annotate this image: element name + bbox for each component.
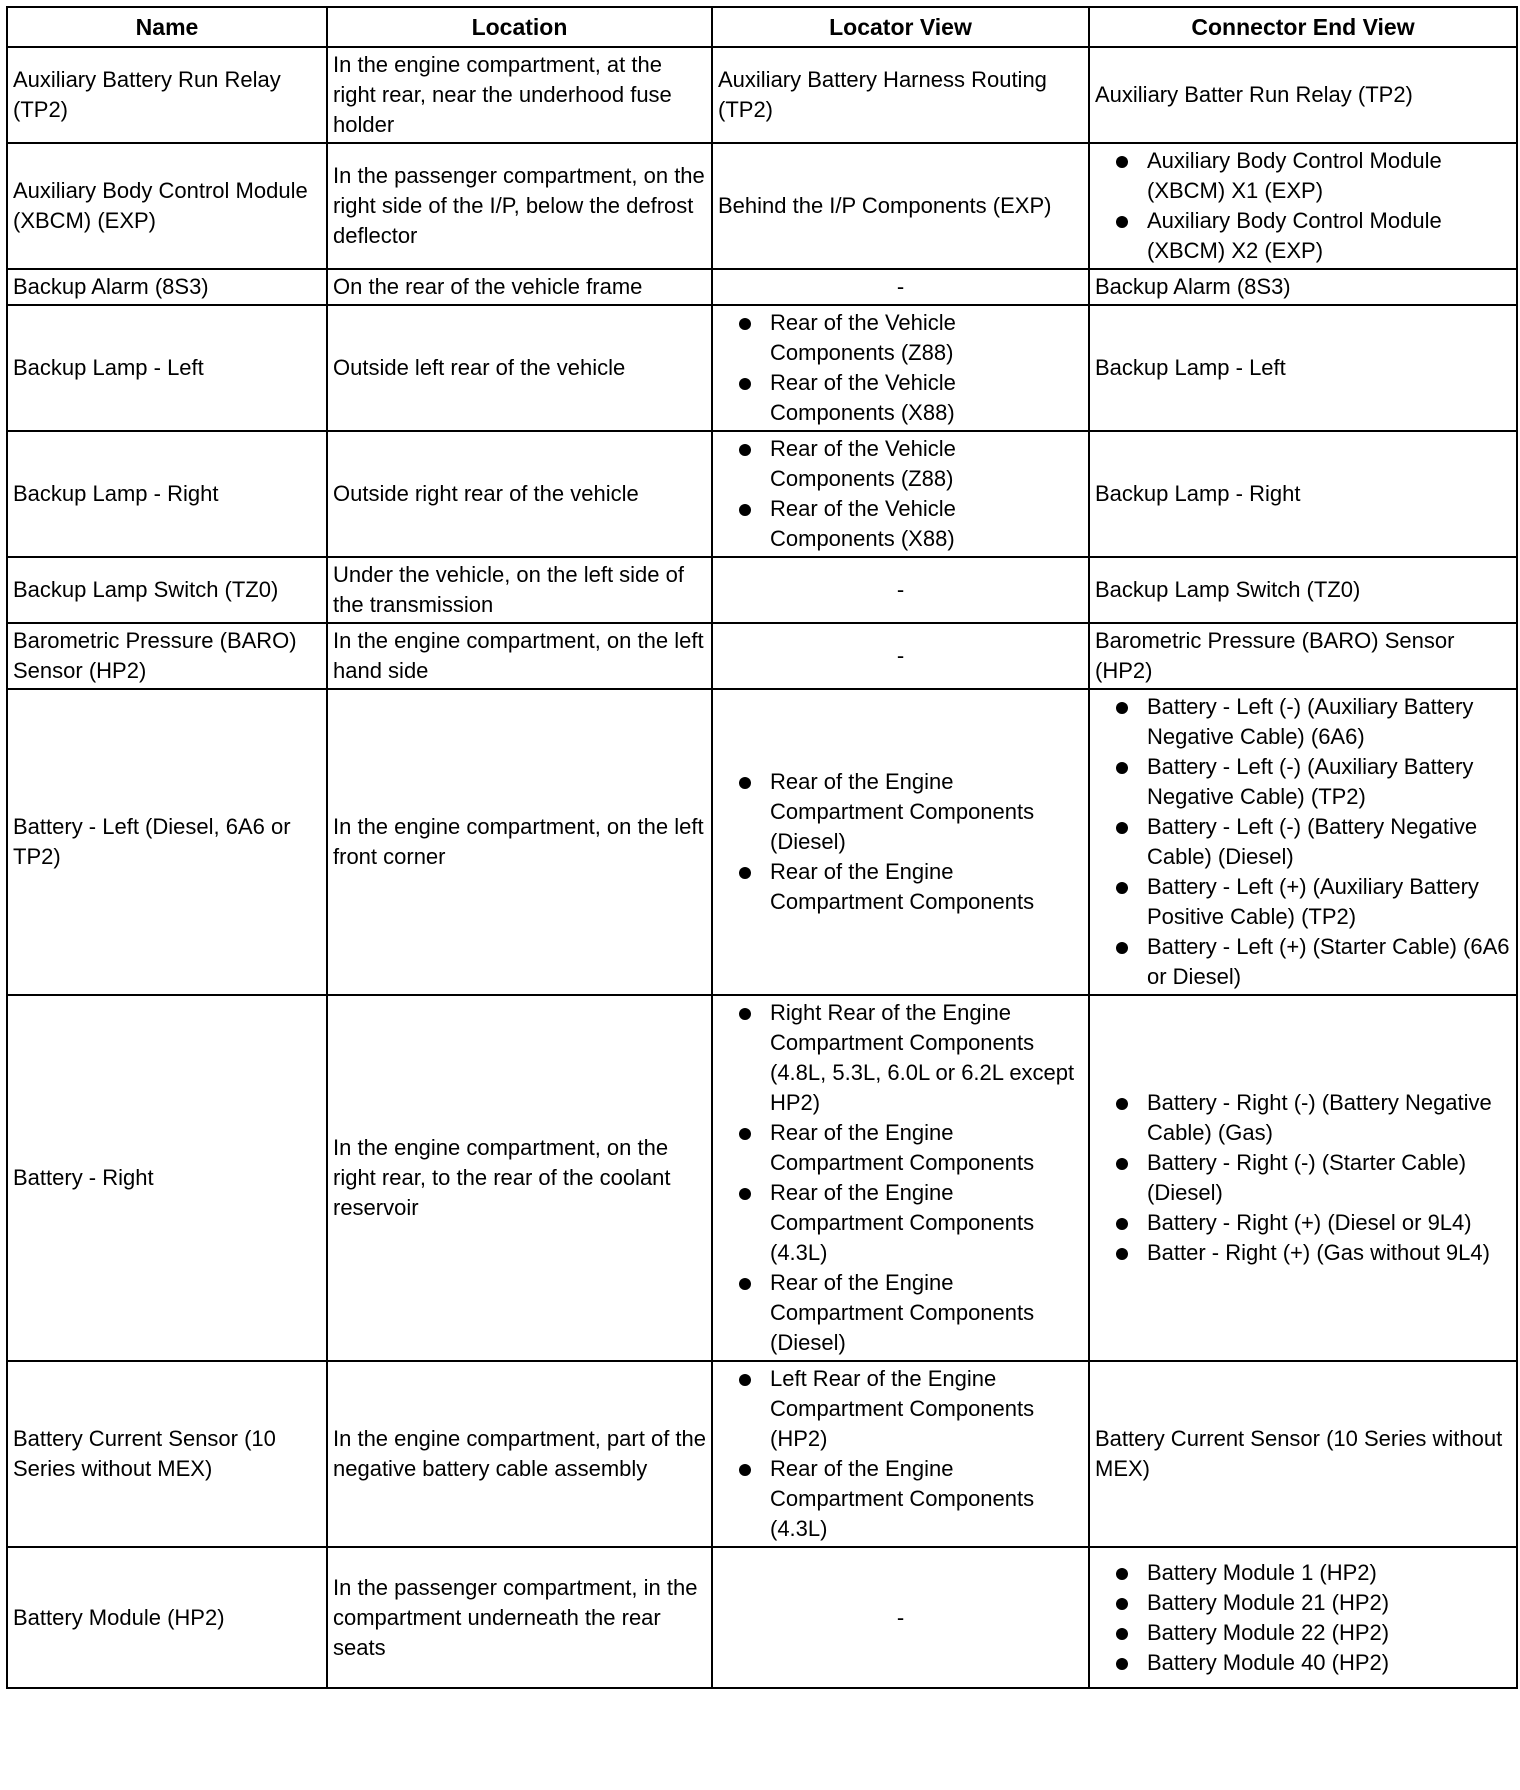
- cell-name: Backup Lamp - Right: [7, 431, 327, 557]
- bullet-list: [718, 308, 1083, 428]
- bullet-item: Rear of the Engine Compartment Components (4.3L): [718, 1454, 1083, 1544]
- cell-name: Backup Lamp Switch (TZ0): [7, 557, 327, 623]
- cell-locator-view: -: [712, 623, 1089, 689]
- bullet-item: Rear of the Engine Compartment Components (Diesel): [718, 767, 1083, 857]
- cell-name: Barometric Pressure (BARO) Sensor (HP2): [7, 623, 327, 689]
- cell-locator-view: [712, 995, 1089, 1361]
- cell-location: In the engine compartment, part of the negative battery cable assembly: [327, 1361, 712, 1547]
- cell-location: Under the vehicle, on the left side of the transmission: [327, 557, 712, 623]
- bullet-list: [718, 767, 1083, 917]
- bullet-item: Rear of the Engine Compartment Components (4.3L): [718, 1178, 1083, 1268]
- bullet-list: [1095, 146, 1511, 266]
- bullet-list: [1095, 692, 1511, 992]
- cell-connector-end-view: Backup Lamp Switch (TZ0): [1089, 557, 1517, 623]
- cell-name: Backup Alarm (8S3): [7, 269, 327, 305]
- cell-connector-end-view: [1089, 689, 1517, 995]
- cell-locator-view: Auxiliary Battery Harness Routing (TP2): [712, 47, 1089, 143]
- cell-location: In the engine compartment, on the right rear, to the rear of the coolant reservoir: [327, 995, 712, 1361]
- cell-name: Battery Module (HP2): [7, 1547, 327, 1688]
- table-row: [7, 557, 1517, 623]
- bullet-item: Battery - Right (-) (Starter Cable) (Diesel): [1095, 1148, 1511, 1208]
- cell-name: Auxiliary Battery Run Relay (TP2): [7, 47, 327, 143]
- bullet-item: Battery - Left (+) (Auxiliary Battery Positive Cable) (TP2): [1095, 872, 1511, 932]
- table-row: [7, 305, 1517, 431]
- table-row: [7, 1547, 1517, 1688]
- table-row: [7, 623, 1517, 689]
- bullet-item: Left Rear of the Engine Compartment Components (HP2): [718, 1364, 1083, 1454]
- cell-locator-view: [712, 1361, 1089, 1547]
- bullet-item: Battery Module 21 (HP2): [1095, 1588, 1511, 1618]
- document-page: [6, 6, 1518, 1689]
- bullet-item: Rear of the Vehicle Components (Z88): [718, 308, 1083, 368]
- cell-connector-end-view: Backup Lamp - Right: [1089, 431, 1517, 557]
- cell-connector-end-view: [1089, 995, 1517, 1361]
- cell-connector-end-view: Battery Current Sensor (10 Series without MEX): [1089, 1361, 1517, 1547]
- table-row: [7, 1361, 1517, 1547]
- header-locator-view: Locator View: [712, 7, 1089, 47]
- bullet-item: Battery - Left (+) (Starter Cable) (6A6 or Diesel): [1095, 932, 1511, 992]
- bullet-item: Auxiliary Body Control Module (XBCM) X2 (EXP): [1095, 206, 1511, 266]
- cell-locator-view: [712, 689, 1089, 995]
- cell-location: In the passenger compartment, in the compartment underneath the rear seats: [327, 1547, 712, 1688]
- cell-name: Battery - Left (Diesel, 6A6 or TP2): [7, 689, 327, 995]
- bullet-item: Battery - Left (-) (Auxiliary Battery Negative Cable) (TP2): [1095, 752, 1511, 812]
- table-body: [7, 47, 1517, 1688]
- table-row: [7, 47, 1517, 143]
- bullet-item: Batter - Right (+) (Gas without 9L4): [1095, 1238, 1511, 1268]
- cell-location: On the rear of the vehicle frame: [327, 269, 712, 305]
- bullet-item: Battery - Right (+) (Diesel or 9L4): [1095, 1208, 1511, 1238]
- header-name: Name: [7, 7, 327, 47]
- cell-locator-view: -: [712, 269, 1089, 305]
- cell-connector-end-view: Backup Lamp - Left: [1089, 305, 1517, 431]
- bullet-item: Rear of the Vehicle Components (X88): [718, 494, 1083, 554]
- bullet-item: Rear of the Engine Compartment Components (Diesel): [718, 1268, 1083, 1358]
- cell-location: In the engine compartment, on the left front corner: [327, 689, 712, 995]
- bullet-list: [1095, 1088, 1511, 1268]
- cell-name: Backup Lamp - Left: [7, 305, 327, 431]
- bullet-item: Rear of the Engine Compartment Components: [718, 857, 1083, 917]
- header-row: [7, 7, 1517, 47]
- table-row: [7, 143, 1517, 269]
- bullet-item: Auxiliary Body Control Module (XBCM) X1 (EXP): [1095, 146, 1511, 206]
- cell-location: In the engine compartment, at the right rear, near the underhood fuse holder: [327, 47, 712, 143]
- cell-location: Outside left rear of the vehicle: [327, 305, 712, 431]
- table-header: [7, 7, 1517, 47]
- table-row: [7, 995, 1517, 1361]
- cell-connector-end-view: [1089, 1547, 1517, 1688]
- cell-locator-view: [712, 431, 1089, 557]
- bullet-item: Rear of the Vehicle Components (X88): [718, 368, 1083, 428]
- bullet-item: Battery - Left (-) (Auxiliary Battery Negative Cable) (6A6): [1095, 692, 1511, 752]
- bullet-item: Right Rear of the Engine Compartment Components (4.8L, 5.3L, 6.0L or 6.2L except HP2): [718, 998, 1083, 1118]
- cell-location: Outside right rear of the vehicle: [327, 431, 712, 557]
- bullet-item: Battery Module 40 (HP2): [1095, 1648, 1511, 1678]
- cell-location: In the passenger compartment, on the right side of the I/P, below the defrost deflector: [327, 143, 712, 269]
- cell-connector-end-view: [1089, 143, 1517, 269]
- cell-name: Auxiliary Body Control Module (XBCM) (EXP): [7, 143, 327, 269]
- cell-location: In the engine compartment, on the left hand side: [327, 623, 712, 689]
- cell-connector-end-view: Backup Alarm (8S3): [1089, 269, 1517, 305]
- bullet-list: [718, 434, 1083, 554]
- bullet-list: [718, 998, 1083, 1358]
- cell-locator-view: [712, 305, 1089, 431]
- header-connector-end-view: Connector End View: [1089, 7, 1517, 47]
- cell-name: Battery - Right: [7, 995, 327, 1361]
- bullet-item: Battery - Right (-) (Battery Negative Cable) (Gas): [1095, 1088, 1511, 1148]
- cell-locator-view: Behind the I/P Components (EXP): [712, 143, 1089, 269]
- cell-connector-end-view: Auxiliary Batter Run Relay (TP2): [1089, 47, 1517, 143]
- cell-name: Battery Current Sensor (10 Series without MEX): [7, 1361, 327, 1547]
- bullet-list: [718, 1364, 1083, 1544]
- table-row: [7, 269, 1517, 305]
- cell-connector-end-view: Barometric Pressure (BARO) Sensor (HP2): [1089, 623, 1517, 689]
- bullet-item: Battery Module 22 (HP2): [1095, 1618, 1511, 1648]
- bullet-item: Rear of the Vehicle Components (Z88): [718, 434, 1083, 494]
- component-locator-table: [6, 6, 1518, 1689]
- table-row: [7, 689, 1517, 995]
- cell-locator-view: -: [712, 557, 1089, 623]
- bullet-item: Rear of the Engine Compartment Components: [718, 1118, 1083, 1178]
- bullet-item: Battery Module 1 (HP2): [1095, 1558, 1511, 1588]
- bullet-list: [1095, 1558, 1511, 1678]
- cell-locator-view: -: [712, 1547, 1089, 1688]
- header-location: Location: [327, 7, 712, 47]
- table-row: [7, 431, 1517, 557]
- bullet-item: Battery - Left (-) (Battery Negative Cable) (Diesel): [1095, 812, 1511, 872]
